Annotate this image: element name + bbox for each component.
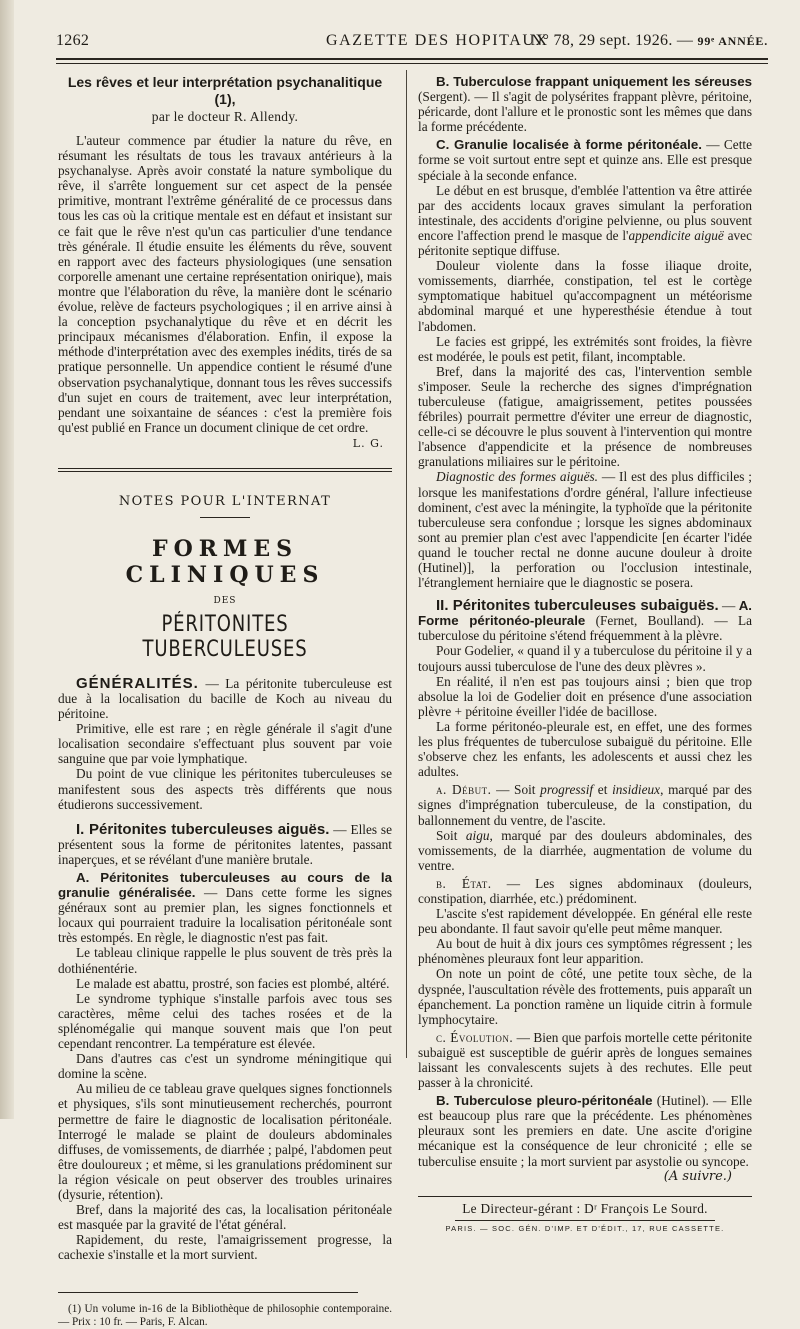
section-2-label: II. Péritonites tuberculeuses subaiguës. xyxy=(436,597,719,615)
header-rule xyxy=(56,58,768,60)
paragraph-debut: Le début en est brusque, d'emblée l'attention va être attirée par des accidents locaux graves simulant la perforation intestinale, des accidents d'origine pelvienne, ou plus souvent encore l'affection prend le masque de l'appendicite aiguë avec péritonite septique diffuse. xyxy=(418,182,752,259)
paragraph-godelier: Pour Godelier, « quand il y a tuberculose du péritoine il y a toujours aussi tuberculose de l'une des deux plèvres ». xyxy=(418,643,752,674)
binding-edge xyxy=(0,0,14,1119)
review-signature: L. G. xyxy=(352,436,384,450)
running-header xyxy=(56,30,768,52)
paragraph-autres: Dans d'autres cas c'est un syndrome méningitique qui domine la scène. xyxy=(58,1051,392,1082)
director-line: Le Directeur-gérant : Dʳ François Le Sourd. xyxy=(462,1200,708,1216)
issue-info xyxy=(531,32,768,50)
review-title: Les rêves et leur interprétation psychanalitique (1), xyxy=(67,74,383,107)
subsection-c xyxy=(418,137,752,182)
footnote: (1) Un volume in-16 de la Bibliothèque de philosophie contemporaine. — Prix : 10 fr. — Paris, F. Alcan. xyxy=(58,1303,392,1329)
review-body: L'auteur commence par étudier la nature du rêve, en résumant les résultats de tous les travaux antérieurs à la psychanalyse. Après avoir constaté la nature symbolique du rêve, il s'arrête longuement sur cet aspect de la pensée primitive, montrant l'extrême généralité de ce processus dans tous les cas où la critique mentale est en défaut et insistant sur ce fait que le rêve n'est qu'un cas particulier d'une tendance très générale. Il étudie ensuite les éléments du rêve, souvent en rapport avec des facteurs physiologiques (une sensation corporelle amenant une certaine représentation onirique), mais montre que l'élaboration du rêve, la manière dont le scénario évolue, relève de facteurs psychologiques ; il en arrive ainsi à la conception psychanalytique du rêve et en décrit les principaux mécanismes d'élaboration. Enfin, il expose la méthode d'interprétation avec des exemples inédits, tirés de sa pratique personnelle. Un appendice contient le résumé d'une observation psychanalytique, donnant tous les rêves successifs d'un sujet en cours de traitement, avec leur interprétation, pendant une soixantaine de séances : c'est la première fois qu'est publié en France un document clinique de cet ordre. xyxy=(58,133,392,435)
generalites-text: — La péritonite tuberculeuse est due à la localisation du bacille de Koch au niveau du péritoine. xyxy=(58,675,392,722)
paragraph-douleur: Douleur violente dans la fosse iliaque droite, vomissements, diarrhée, constipation, tel est le cortège symptomatique habituel qu'accompagnent un météorisme abdominal marqué et une hyperesthésie étendue à tout l'abdomen. xyxy=(418,258,752,334)
journal-title: GAZETTE DES HOPITAUX xyxy=(326,32,549,49)
right-column xyxy=(418,74,752,1233)
article-heading-2: PÉRITONITES TUBERCULEUSES xyxy=(142,611,308,662)
subsection-b-text: (Sergent). — Il s'agit de polysérites frappant plèvre, péritoine, péricarde, dont l'allure et le pronostic sont les mêmes que dans la forme précédente. xyxy=(418,89,752,135)
paragraph-ascite: L'ascite s'est rapidement développée. En général elle reste peu abondante. Il faut savoir qu'elle peut même manquer. xyxy=(418,906,752,937)
subsection-a-label: A. Péritonites tuberculeuses au cours de la granulie généralisée. xyxy=(58,870,392,901)
paragraph-milieu: Au milieu de ce tableau grave quelques signes fonctionnels et physiques, s'ils sont minutieusement recherchés, pourront permettre de faire le diagnostic de localisation péritonéale. Interrogé le malade se plaint de douleurs abdominales diffuses, de vomissements, de diarrhée ; palpé, l'abdomen peut être douloureux ; et même, si les granulations prédominent sur la région vésicale on peut observer des troubles urinaires (dysurie, rétention). xyxy=(58,1081,392,1202)
paragraph-tableau: Le tableau clinique rappelle le plus souvent de très près la dothiénentérie. xyxy=(58,945,392,976)
paragraph-rapidement: Rapidement, du reste, l'amaigrissement progresse, la cachexie s'installe et la mort survient. xyxy=(58,1232,392,1263)
subsection-a-text: — Dans cette forme les signes généraux sont au premier plan, les signes fonctionnels et locaux qui pourraient traduire la localisation péritonéale sont très estompés. En règle, le diagnostic n'est pas fait. xyxy=(58,885,392,946)
column-divider xyxy=(406,70,407,1058)
footnote-rule xyxy=(58,1292,358,1293)
section-2-a-text: (Fernet, Boulland). — La tuberculose du péritoine s'étend fréquemment à la plèvre. xyxy=(418,613,752,644)
year-label: 99ᵉ ANNÉE. xyxy=(697,34,768,48)
paragraph-soit: Soit aigu, marqué par des douleurs abdominales, des vomissements, de la diarrhée, augmentation de volume du ventre. xyxy=(418,827,752,873)
section-1 xyxy=(58,822,392,867)
paragraph-forme: La forme péritonéo-pleurale est, en effet, une des formes les plus fréquentes de tuberculose subaiguë du péritoine. Elle s'observe chez les enfants, les adolescents et aussi chez les adultes. xyxy=(418,718,752,780)
section-rule xyxy=(58,468,392,472)
article-heading-des: DES xyxy=(213,595,237,606)
paragraph-b-etat: b. État. — Les signes abdominaux (douleurs, constipation, diarrhée, etc.) prédominent. xyxy=(418,875,753,906)
imprint: PARIS. — SOC. GÉN. D'IMP. ET D'ÉDIT., 17, RUE CASSETTE. xyxy=(445,1223,725,1233)
paragraph-primitive: Primitive, elle est rare ; en règle générale il s'agit d'une localisation secondaire s'effectuant plus souvent par voie sanguine que par voie lymphatique. xyxy=(58,721,392,767)
to-be-continued: (A suivre.) xyxy=(663,1168,732,1184)
left-column xyxy=(58,74,392,1329)
section-2-a-label: A. Forme péritonéo-pleurale xyxy=(418,598,752,629)
section-2: II. Péritonites tuberculeuses subaiguës. — A. Forme péritonéo-pleurale (Fernet, Boulland). — La tuberculose du péritoine s'étend fréquemment à la plèvre. xyxy=(418,597,752,644)
generalites-label: GÉNÉRALITÉS. xyxy=(76,674,199,692)
paragraph-facies: Le facies est grippé, les extrémités sont froides, la fièvre est modérée, le pouls est petit, filant, incomptable. xyxy=(418,333,752,364)
rubric: NOTES POUR L'INTERNAT xyxy=(118,493,332,509)
paragraph-malade: Le malade est abattu, prostré, son facies est plombé, altéré. xyxy=(76,975,390,991)
issue-date: N° 78, 29 sept. 1926. — xyxy=(530,32,694,49)
diagnostic-text: — Il est des plus difficiles ; lorsque les manifestations d'ordre général, l'allure infectieuse dominent, c'est avec la méningite, la typhoïde que la péritonite tuberculeuse sera confondue ; lorsque les signes abdominaux sont au premier plan c'est avec l'appendicite [en écarter l'idée quand le toucher rectal ne donne aucune douleur à droite (Hutinel)], la perforation ou l'occlusion intestinale, l'étranglement herniaire que le diagnostic se posera. xyxy=(418,469,752,591)
review-author: par le docteur R. Allendy. xyxy=(151,109,299,124)
subsection-c-text: — Cette forme se voit surtout entre sept et quinze ans. Elle est presque spéciale à la seconde enfance. xyxy=(418,137,752,183)
section-1-text: — Elles se présentent sous la forme de péritonites latentes, passant inaperçues, et se révélant d'une manière brutale. xyxy=(58,821,393,867)
paragraph-realite: En réalité, il n'en est pas toujours ainsi ; bien que trop absolue la loi de Godelier doit en présence d'une association plèvre + péritoine éveiller l'idée de bacillose. xyxy=(418,673,752,719)
subsection-a xyxy=(58,870,392,945)
subsection-b-label: B. Tuberculose frappant uniquement les séreuses xyxy=(436,74,752,89)
page-number: 1262 xyxy=(56,32,90,49)
paragraph-bref-2: Bref, dans la majorité des cas, l'intervention semble s'imposer. Seule la recherche des signes d'imprégnation tuberculeuse (fatigue, amaigrissement, petites poussées fébriles) pourrait permettre d'éviter une erreur de diagnostic, celle-ci se découvre le plus souvent à l'intervention qui montre l'absence d'appendicite et la présence de nombreuses granulations miliaires sur le péritoine. xyxy=(418,363,752,470)
article-heading-1: FORMES CLINIQUES xyxy=(125,535,325,588)
paragraph-bref: Bref, dans la majorité des cas, la localisation péritonéale est masquée par la gravité de l'état général. xyxy=(58,1202,392,1233)
bottom-rule xyxy=(418,1196,752,1197)
paragraph-diagnostic xyxy=(418,469,752,590)
diagnostic-label: Diagnostic des formes aiguës. xyxy=(436,469,598,485)
paragraph-c-evolution: c. Évolution. — Bien que parfois mortelle cette péritonite subaiguë est susceptible de guérir après de longues semaines laissant les convalescents sujets à des rechutes. Elle peut passer à la chronicité. xyxy=(418,1029,752,1091)
paragraph-generalites xyxy=(58,676,392,721)
imprint-rule xyxy=(455,1220,715,1221)
header-rule-thin xyxy=(56,63,768,64)
paragraph-onnote: On note un point de côté, une petite toux sèche, de la dyspnée, l'auscultation révèle des frottements, puis apparaît un épanchement. La ponction ramène un liquide citrin à formule lymphocytaire. xyxy=(418,966,752,1027)
paragraph-clinique: Du point de vue clinique les péritonites tuberculeuses se manifestent sous des aspects très différents que nous étudierons successivement. xyxy=(58,766,392,812)
subsection-c-label: C. Granulie localisée à forme péritonéale. xyxy=(436,137,702,153)
subsection-b2: B. Tuberculose pleuro-péritonéale (Hutinel). — Elle est beaucoup plus rare que la précédente. Les phénomènes pleuraux sont les premiers en date. Une ascite d'origine mécanique est la conséquence de leur chronicité ; elle se tuberculise ensuite ; la mort survient par asystolie ou syncope. xyxy=(418,1093,752,1169)
section-1-label: I. Péritonites tuberculeuses aiguës. xyxy=(76,820,330,838)
paragraph-a-debut: a. Début. — Soit progressif et insidieux, marqué par des signes d'imprégnation tuberculeuse, de la constipation, du ballonnement du ventre, de l'ascite. xyxy=(418,782,752,828)
rubric-rule xyxy=(200,517,250,518)
subsection-b xyxy=(418,74,752,134)
paragraph-syndrome: Le syndrome typhique s'installe parfois avec tous ses caractères, même celui des taches rosées et de la splénomégalie qui manque souvent mais que l'on peut cependant rencontrer. La température est élevée. xyxy=(58,990,392,1052)
paragraph-bout: Au bout de huit à dix jours ces symptômes régressent ; les phénomènes pleuraux font leur apparition. xyxy=(418,936,752,967)
